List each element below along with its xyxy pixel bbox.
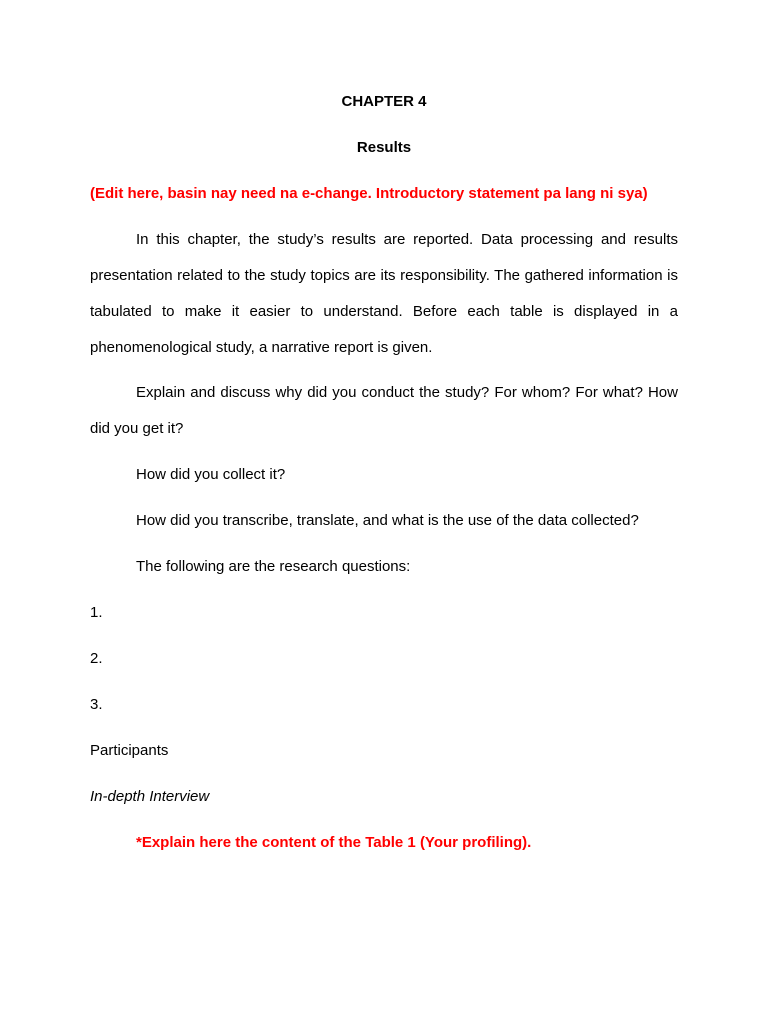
research-question-2: 2. <box>90 650 103 667</box>
transcribe-question: How did you transcribe, translate, and what is the use of the data collected? <box>136 512 639 529</box>
chapter-heading: CHAPTER 4 <box>341 93 427 110</box>
interview-heading: In-depth Interview <box>90 788 210 805</box>
section-heading: Results <box>356 139 412 156</box>
table-note: *Explain here the content of the Table 1 (Your profiling). <box>136 834 532 851</box>
research-question-1: 1. <box>90 604 103 621</box>
research-questions-intro: The following are the research questions: <box>136 558 411 575</box>
prompt-paragraph-line-1: Explain and discuss why did you conduct the study? For whom? For what? How <box>136 384 678 401</box>
intro-paragraph-line-3: tabulated to make it easier to understand. Before each table is displayed in a <box>90 303 678 320</box>
participants-heading: Participants <box>90 742 169 759</box>
intro-paragraph-line-4: phenomenological study, a narrative report is given. <box>90 339 433 356</box>
prompt-paragraph-line-2: did you get it? <box>90 420 184 437</box>
intro-paragraph-line-1: In this chapter, the study’s results are reported. Data processing and results <box>136 231 678 248</box>
intro-paragraph-line-2: presentation related to the study topics are its responsibility. The gathered information is <box>90 267 678 284</box>
collect-question: How did you collect it? <box>136 466 286 483</box>
research-question-3: 3. <box>90 696 103 713</box>
editor-note: (Edit here, basin nay need na e-change. Introductory statement pa lang ni sya) <box>90 185 648 202</box>
